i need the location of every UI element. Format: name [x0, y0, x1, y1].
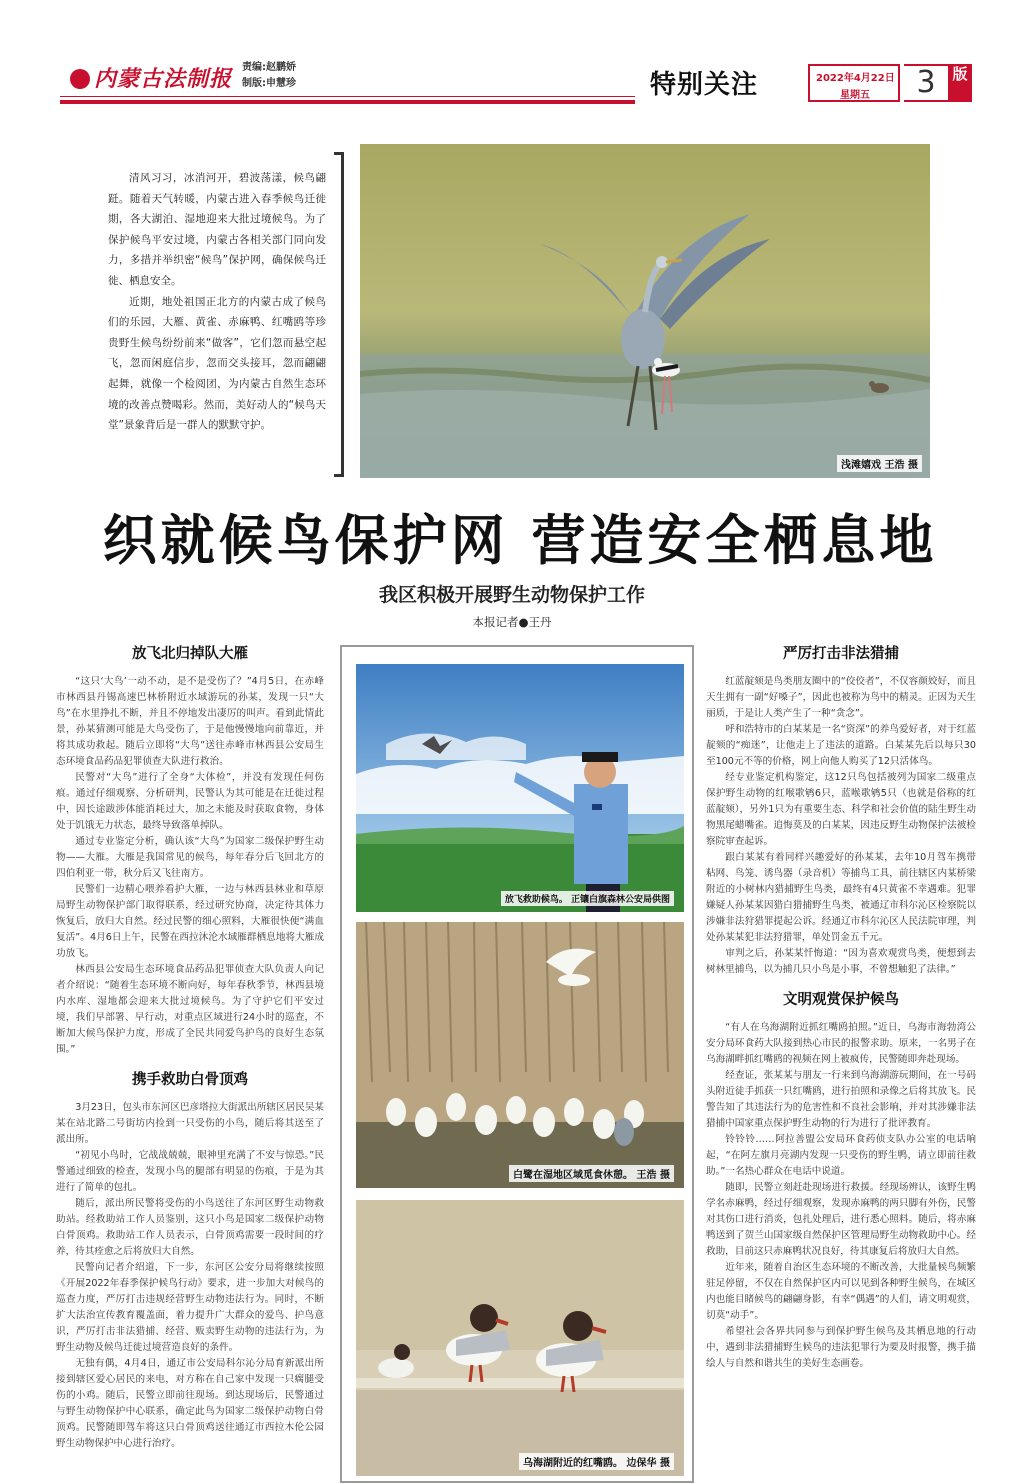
photo-release-bird: [356, 664, 684, 912]
paragraph: 铃铃铃……阿拉善盟公安局环食药侦支队办公室的电话响起，“在阿左旗月亮湖内发现一只受伤的野生鸭，请立即前往救助。”一名热心群众在电话中说道。: [706, 1134, 976, 1177]
egrets-illustration: [356, 922, 684, 1188]
gulls-illustration: [356, 1200, 684, 1476]
paragraph: 近年来，随着自治区生态环境的不断改善，大批量候鸟频繁驻足停留，不仅在自然保护区内可以见到各种野生候鸟，在城区内也能目睹候鸟的翩翩身影，有幸“偶遇”的人们，请文明观赏，切莫“动手”。: [706, 1262, 976, 1321]
lead-bracket: [334, 152, 344, 477]
masthead: [0, 0, 1024, 110]
paragraph: 3月23日，包头市东河区巴彦塔拉大街派出所辖区居民吴某某在站北路二号街坊内捡到一只受伤的小鸟，随后将其送至了派出所。: [56, 1102, 324, 1145]
paragraph: “有人在乌海湖附近抓红嘴鸥拍照。”近日，乌海市海勃湾公安分局环食药大队接到热心市民的报警求助。原来，一名男子在乌海湖畔抓红嘴鸥的视频在网上被疯传，民警随即奔赴现场。: [706, 1022, 976, 1065]
paragraph: “这只‘大鸟’一动不动，是不是受伤了？”4月5日，在赤峰市林西县丹锡高速巴林桥附近水域游玩的孙某，发现一只“大鸟”在水里挣扎不断，并且不停地发出凄厉的叫声。看到此情此景，孙某猜测可能是大鸟受伤了，于是他慢慢地向前靠近，并将其成功救起。随后立即将“大鸟”送往赤峰市林西县公安局生态环境食品药品犯罪侦查大队进行救治。: [56, 676, 324, 767]
paragraph: 跟白某某有着同样兴趣爱好的孙某某，去年10月驾车携带粘网、鸟笼、诱鸟器（录音机）等捕鸟工具，前往辖区内某桥梁附近的小树林内猎捕野生鸟类，最终有4只黄雀不幸遇难。犯罪嫌疑人孙某某因猎白猎捕野生鸟类，被通辽市科尔沁区检察院以涉嫌非法狩猎罪提起公诉。经通辽市科尔沁区人民法院审理，判处孙某某犯非法狩猎罪，单处罚金五千元。: [706, 852, 976, 943]
date-box: [808, 64, 900, 102]
byline: 本报记者●王丹: [472, 615, 552, 629]
paragraph: 随即，民警立刻赶赴现场进行救援。经现场辨认，该野生鸭学名赤麻鸭，经过仔细观察，发现赤麻鸭的两只脚有外伤，民警对其伤口进行消炎，包扎处理后，进行悉心照料。随后，将赤麻鸭送到了贺兰山国家级自然保护区管理局野生动物救助中心。经救助，目前这只赤麻鸭状况良好，待其康复后将放归大自然。: [706, 1182, 976, 1257]
section-heading: 放飞北归掉队大雁: [132, 645, 248, 662]
section-heading: 文明观赏保护候鸟: [783, 991, 899, 1008]
left-column: [56, 646, 324, 1452]
issue-date: 2022年4月22日: [816, 73, 895, 84]
release-photo-caption: 放飞救助候鸟。 正镶白旗森林公安局供图: [501, 891, 674, 906]
egrets-photo-caption: 白鹭在湿地区域觅食休憩。 王浩 摄: [509, 1165, 674, 1182]
paragraph: 通过专业鉴定分析，确认该“大鸟”为国家二级保护野生动物——大雁。大雁是我国常见的候鸟，每年春分后飞回北方的四伯利亚一带，秋分后又飞往南方。: [56, 836, 324, 879]
layout-line: 制版:申慧珍: [242, 78, 296, 89]
headline: 织就候鸟保护网 营造安全栖息地: [102, 508, 938, 572]
section-title: 特别关注: [650, 70, 759, 100]
paragraph: 希望社会各界共同参与到保护野生候鸟及其栖息地的行动中，遇到非法猎捕野生候鸟的违法犯罪行为要及时报警，携手描绘人与自然和谐共生的美好生态画卷。: [706, 1326, 976, 1369]
paragraph: 随后，派出所民警将受伤的小鸟送往了东河区野生动物救助站。经救助站工作人员鉴别，这只小鸟是国家二级保护动物白骨顶鸡。救助站工作人员表示，白骨顶鸡需要一段时间的疗养，待其痊愈之后将放归大自然。: [56, 1198, 324, 1257]
gulls-photo-caption: 乌海湖附近的红嘴鸥。 边保华 摄: [519, 1453, 674, 1470]
right-column: [706, 646, 976, 1372]
release-bird-illustration: [356, 664, 684, 912]
paragraph: “初见小鸟时，它战战兢兢，眼神里充满了不安与惊恐。”民警通过细致的检查，发现小鸟的腿部有明显的伤痕，于是为其进行了简单的包扎。: [56, 1150, 324, 1193]
logo-text: 内蒙古法制报: [94, 66, 233, 92]
newspaper-logo: [70, 62, 232, 93]
lead-paragraph: 清风习习，冰消河开，碧波荡漾，候鸟翩跹。随着天气转暖，内蒙古进入春季候鸟迁徙期，各大湖泊、湿地迎来大批过境候鸟。为了保护候鸟平安过境，内蒙古各相关部门同向发力，多措并举织密“候鸟”保护网，确保候鸟迁徙、栖息安全。: [108, 172, 326, 287]
heron-illustration: [360, 144, 930, 478]
page-number: 3: [904, 64, 948, 102]
paragraph: 民警对“大鸟”进行了全身“大体检”，并没有发现任何伤痕。通过仔细观察、分析研判，民警认为其可能是在迁徙过程中，因长途跋涉体能消耗过大，加之未能及时获取食物，身体处于饥饿无力状态，最终导致落单掉队。: [56, 772, 324, 831]
editor-credits: [242, 60, 296, 92]
paragraph: 民警向记者介绍道，下一步，东河区公安分局将继续按照《开展2022年春季保护候鸟行动》要求，进一步加大对候鸟的巡查力度，严厉打击违规经营野生动物违法行为。同时，不断扩大法治宣传教育覆盖面，着力提升广大群众的爱鸟、护鸟意识，严厉打击非法猎捕、经营、贩卖野生动物的违法行为，为野生动物及候鸟迁徙过境营造良好的条件。: [56, 1262, 324, 1353]
top-photo-heron: [360, 144, 930, 478]
subheadline: 我区积极开展野生动物保护工作: [378, 584, 645, 606]
photo-gulls: [356, 1200, 684, 1476]
page-label: 版: [948, 64, 972, 102]
top-photo-caption: 浅滩嬉戏 王浩 摄: [837, 455, 922, 472]
paragraph: 经专业鉴定机构鉴定，这12只鸟包括被列为国家二级重点保护野生动物的红喉歌鸲6只，蓝喉歌鸲5只（也就是俗称的红蓝靛颏），另外1只为有重要生态、科学和社会价值的陆生野生动物黑尾蜡嘴雀。追悔莫及的白某某，因违反野生动物保护法被检察院审查起诉。: [706, 772, 976, 847]
paragraph: 审判之后，孙某某忏悔道：“因为喜欢观赏鸟类，便想到去树林里捕鸟，以为捕几只小鸟是小事，不曾想触犯了法律。”: [706, 948, 976, 975]
paragraph: 呼和浩特市的白某某是一名“资深”的养鸟爱好者，对于红蓝靛颏的“痴迷”，让他走上了违法的道路。白某某先后以每只30至100元不等的价格，网上向他人购买了12只活体鸟。: [706, 724, 976, 767]
lead-text: [108, 168, 326, 436]
editor-line: 责编:赵鹏娇: [242, 62, 296, 73]
paragraph: 红蓝靛颏是鸟类朋友圈中的“佼佼者”，不仅容颜姣好，而且天生拥有一副“好嗓子”，因此也被称为鸟中的精灵。正因为天生丽质，于是让人类产生了一种“贪念”。: [706, 676, 976, 719]
masthead-rule: [60, 100, 635, 104]
section-heading: 携手救助白骨顶鸡: [132, 1071, 248, 1088]
lead-paragraph: 近期，地处祖国正北方的内蒙古成了候鸟们的乐园，大雁、黄雀、赤麻鸭、红嘴鸥等珍贵野生候鸟纷纷前来“做客”，它们忽而悬空起飞，忽而闲庭信步，忽而交头接耳，忽而翩翩起舞，就像一个检阅团，为内蒙古自然生态环境的改善点赞喝彩。然而，美好动人的“候鸟天堂”景象背后是一群人的默默守护。: [108, 295, 326, 432]
section-heading: 严厉打击非法猎捕: [783, 645, 899, 662]
paragraph: 民警们一边精心喂养看护大雁，一边与林西县林业和草原局野生动物保护部门取得联系，经过研究协商，决定待其体力恢复后，放归大自然。经过民警的细心照料，大雁很快便“满血复活”。4月6日上午，民警在西拉沐沦水域雁群栖息地将大雁成功放飞。: [56, 884, 324, 959]
paragraph: 无独有偶，4月4日，通辽市公安局科尔沁分局育新派出所接到辖区爱心居民的来电，对方称在自己家中发现一只瘸腿受伤的小鸡。随后，民警立即前往现场。到达现场后，民警通过与野生动物保护中心联系，确定此鸟为国家二级保护动物白骨顶鸡。民警随即驾车将这只白骨顶鸡送往通辽市西拉木伦公园野生动物保护中心进行治疗。: [56, 1358, 324, 1449]
masthead-rule-thin: [60, 96, 635, 97]
logo-icon: [70, 69, 90, 89]
paragraph: 林西县公安局生态环境食品药品犯罪侦查大队负责人向记者介绍说：“随着生态环境不断向好，每年春秋季节，林西县境内水库、湿地都会迎来大批过境候鸟。为了守护它们平安过境，我们早部署、早行动，对重点区域进行24小时的巡查，不断加大候鸟保护力度，形成了全民共同爱鸟护鸟的良好生态氛围。”: [56, 964, 324, 1055]
paragraph: 经查证，张某某与朋友一行来到乌海湖游玩期间，在一号码头附近徒手抓获一只红嘴鸥，进行拍照和录像之后将其放飞。民警告知了其违法行为的危害性和不良社会影响，并对其涉嫌非法猎捕中国家重点保护野生动物的行为进行了批评教育。: [706, 1070, 976, 1129]
issue-weekday: 星期五: [840, 90, 870, 101]
photo-egrets: [356, 922, 684, 1188]
